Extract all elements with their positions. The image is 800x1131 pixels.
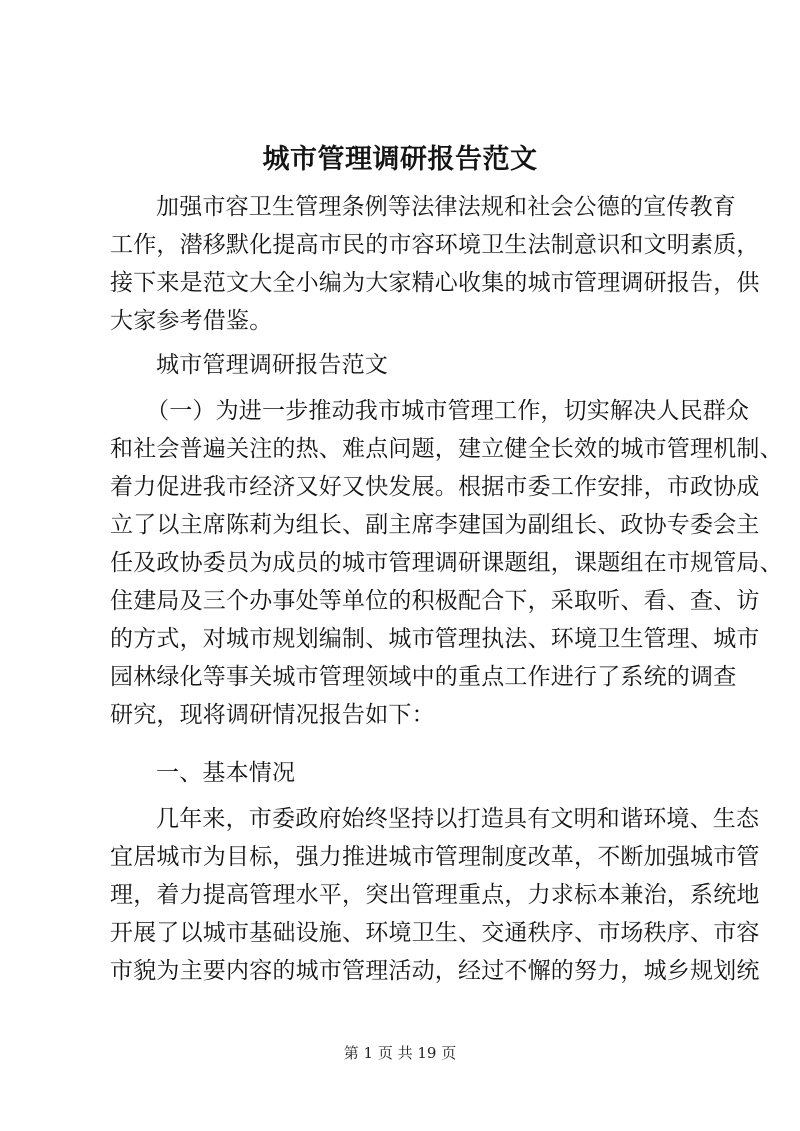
paragraph-line: 住建局及三个办事处等单位的积极配合下，采取听、看、查、访 — [110, 588, 760, 614]
paragraph-line: 园林绿化等事关城市管理领域中的重点工作进行了系统的调查 — [110, 664, 737, 690]
paragraph-line: 市貌为主要内容的城市管理活动，经过不懈的努力，城乡规划统 — [110, 958, 760, 984]
section-heading: 一、基本情况 — [156, 760, 296, 786]
paragraph-line: 任及政协委员为成员的城市管理调研课题组，课题组在市规管局、 — [110, 550, 783, 576]
paragraph-line: 宜居城市为目标，强力推进城市管理制度改革，不断加强城市管 — [110, 844, 760, 870]
paragraph-line: 开展了以城市基础设施、环境卫生、交通秩序、市场秩序、市容 — [110, 920, 760, 946]
paragraph-line: 接下来是范文大全小编为大家精心收集的城市管理调研报告，供 — [110, 270, 760, 296]
paragraph-line: 几年来，市委政府始终坚持以打造具有文明和谐环境、生态 — [156, 806, 760, 832]
paragraph-line: （一）为进一步推动我市城市管理工作，切实解决人民群众 — [146, 398, 750, 424]
paragraph-line: 研究，现将调研情况报告如下： — [110, 702, 435, 728]
paragraph-line: 加强市容卫生管理条例等法律法规和社会公德的宣传教育 — [156, 194, 736, 220]
document-title: 城市管理调研报告范文 — [262, 144, 538, 175]
page-number-footer: 第 1 页 共 19 页 — [343, 1044, 457, 1062]
paragraph-line: 的方式，对城市规划编制、城市管理执法、环境卫生管理、城市 — [110, 626, 760, 652]
paragraph-line: 立了以主席陈莉为组长、副主席李建国为副组长、政协专委会主 — [110, 512, 760, 538]
section-heading: 城市管理调研报告范文 — [156, 352, 388, 378]
paragraph-line: 工作，潜移默化提高市民的市容环境卫生法制意识和文明素质， — [110, 232, 760, 258]
paragraph-line: 大家参考借鉴。 — [110, 308, 273, 334]
paragraph-line: 和社会普遍关注的热、难点问题，建立健全长效的城市管理机制、 — [110, 436, 783, 462]
paragraph-line: 着力促进我市经济又好又快发展。根据市委工作安排，市政协成 — [110, 474, 760, 500]
paragraph-line: 理，着力提高管理水平，突出管理重点，力求标本兼治，系统地 — [110, 882, 760, 908]
